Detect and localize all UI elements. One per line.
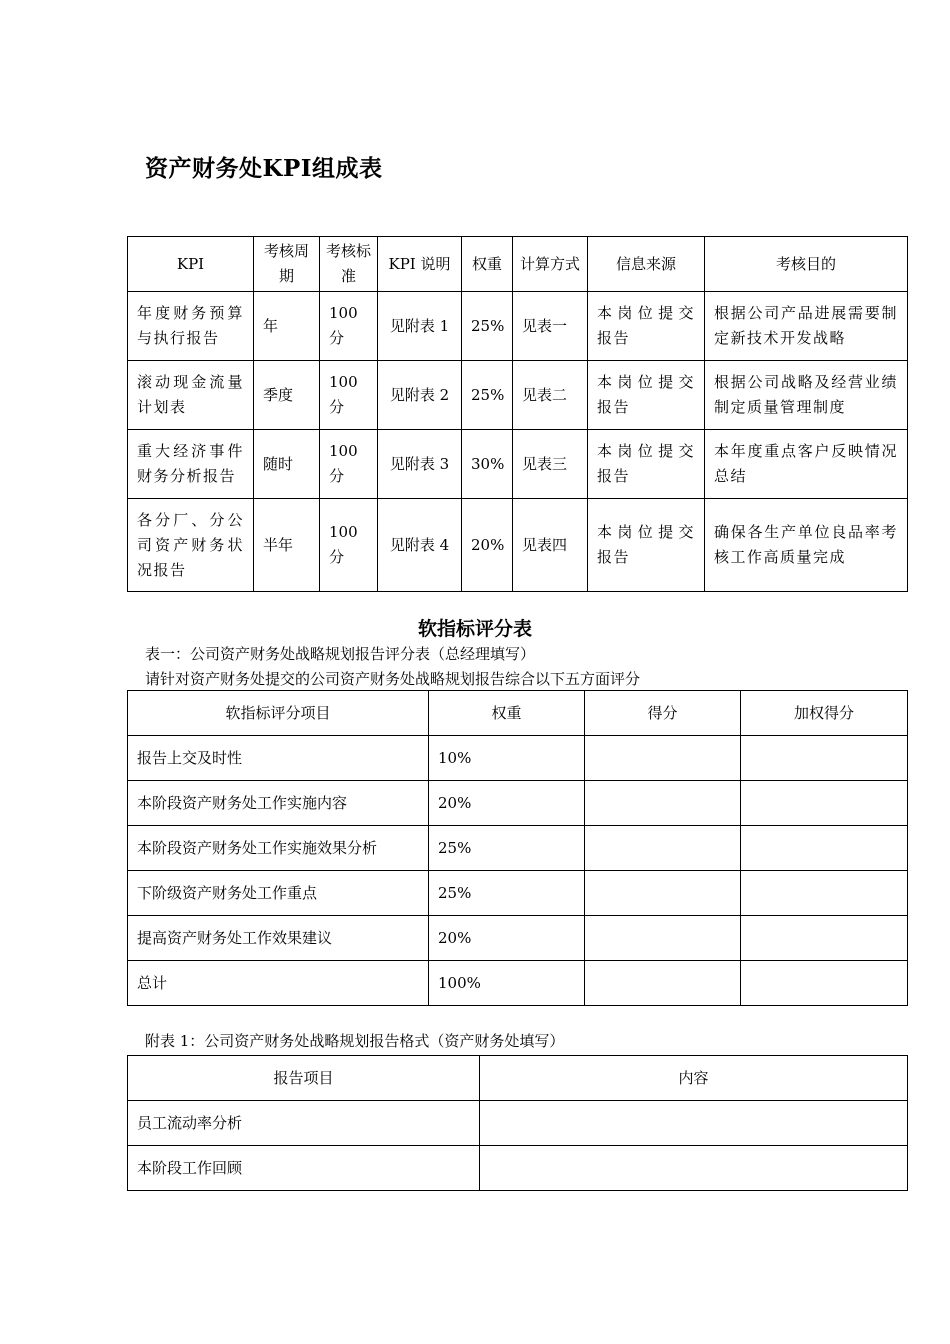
soft-header-cell: 得分: [585, 691, 741, 736]
table-row-total: [128, 961, 908, 1006]
kpi-header-cell: 考核标准: [320, 237, 378, 292]
soft-weight-cell: 25%: [429, 826, 585, 871]
kpi-period-cell: 年: [254, 292, 320, 361]
kpi-source-cell: 本岗位提交报告: [588, 292, 705, 361]
soft-weight-cell: 25%: [429, 871, 585, 916]
soft-score-cell[interactable]: [585, 916, 741, 961]
table-row: [128, 292, 908, 361]
soft-score-cell[interactable]: [585, 871, 741, 916]
attach-header-cell: 报告项目: [128, 1056, 480, 1101]
soft-header-cell: 软指标评分项目: [128, 691, 429, 736]
soft-weighted-cell[interactable]: [741, 826, 908, 871]
kpi-desc-cell: 见附表 2: [378, 361, 462, 430]
kpi-purpose-cell: 根据公司产品进展需要制定新技术开发战略: [705, 292, 908, 361]
soft-weighted-cell[interactable]: [741, 916, 908, 961]
kpi-desc-cell: 见附表 3: [378, 430, 462, 499]
attach-content-cell[interactable]: [480, 1146, 908, 1191]
kpi-standard-cell: 100分: [320, 361, 378, 430]
kpi-header-cell: 权重: [462, 237, 513, 292]
soft-weighted-cell[interactable]: [741, 781, 908, 826]
kpi-source-cell: 本岗位提交报告: [588, 499, 705, 592]
soft-item-cell: 本阶段资产财务处工作实施效果分析: [128, 826, 429, 871]
table-row: [128, 1146, 908, 1191]
soft-weighted-cell[interactable]: [741, 736, 908, 781]
kpi-header-cell: 考核周期: [254, 237, 320, 292]
kpi-header-cell: KPI 说明: [378, 237, 462, 292]
kpi-standard-cell: 100分: [320, 292, 378, 361]
table-row: [128, 781, 908, 826]
soft-score-cell[interactable]: [585, 961, 741, 1006]
kpi-standard-cell: 100分: [320, 430, 378, 499]
table-row: [128, 430, 908, 499]
soft-weight-cell: 20%: [429, 781, 585, 826]
soft-item-cell: 下阶级资产财务处工作重点: [128, 871, 429, 916]
soft-weighted-cell[interactable]: [741, 961, 908, 1006]
kpi-desc-cell: 见附表 4: [378, 499, 462, 592]
kpi-weight-cell: 20%: [462, 499, 513, 592]
soft-weight-cell: 10%: [429, 736, 585, 781]
soft-score-cell[interactable]: [585, 781, 741, 826]
kpi-weight-cell: 25%: [462, 292, 513, 361]
kpi-calc-cell: 见表一: [513, 292, 588, 361]
kpi-header-cell: 考核目的: [705, 237, 908, 292]
soft-header-cell: 权重: [429, 691, 585, 736]
soft-header-row: [128, 691, 908, 736]
kpi-name-cell: 各分厂、分公司资产财务状况报告: [128, 499, 254, 592]
kpi-purpose-cell: 本年度重点客户反映情况总结: [705, 430, 908, 499]
table-row: [128, 871, 908, 916]
kpi-name-cell: 滚动现金流量计划表: [128, 361, 254, 430]
table-row: [128, 1101, 908, 1146]
soft-table-title: 软指标评分表: [417, 618, 532, 640]
kpi-name-cell: 重大经济事件财务分析报告: [128, 430, 254, 499]
kpi-source-cell: 本岗位提交报告: [588, 430, 705, 499]
kpi-calc-cell: 见表三: [513, 430, 588, 499]
soft-item-cell: 本阶段资产财务处工作实施内容: [128, 781, 429, 826]
soft-score-cell[interactable]: [585, 736, 741, 781]
soft-item-cell: 总计: [128, 961, 429, 1006]
soft-item-cell: 报告上交及时性: [128, 736, 429, 781]
attach-format-table: [127, 1055, 908, 1191]
attach-content-cell[interactable]: [480, 1101, 908, 1146]
kpi-table: [127, 236, 908, 592]
kpi-header-cell: KPI: [128, 237, 254, 292]
kpi-weight-cell: 30%: [462, 430, 513, 499]
kpi-name-cell: 年度财务预算与执行报告: [128, 292, 254, 361]
table-row: [128, 499, 908, 592]
soft-table-instruction: 请针对资产财务处提交的公司资产财务处战略规划报告综合以下五方面评分: [145, 670, 641, 688]
kpi-source-cell: 本岗位提交报告: [588, 361, 705, 430]
soft-weighted-cell[interactable]: [741, 871, 908, 916]
table-row: [128, 736, 908, 781]
attach-item-cell: 员工流动率分析: [128, 1101, 480, 1146]
kpi-calc-cell: 见表二: [513, 361, 588, 430]
kpi-weight-cell: 25%: [462, 361, 513, 430]
kpi-period-cell: 随时: [254, 430, 320, 499]
kpi-period-cell: 季度: [254, 361, 320, 430]
attach-header-cell: 内容: [480, 1056, 908, 1101]
table-row: [128, 361, 908, 430]
soft-item-cell: 提高资产财务处工作效果建议: [128, 916, 429, 961]
kpi-purpose-cell: 确保各生产单位良品率考核工作高质量完成: [705, 499, 908, 592]
kpi-period-cell: 半年: [254, 499, 320, 592]
table-row: [128, 826, 908, 871]
kpi-header-cell: 计算方式: [513, 237, 588, 292]
kpi-header-cell: 信息来源: [588, 237, 705, 292]
kpi-header-row: [128, 237, 908, 292]
soft-table-caption: 表一：公司资产财务处战略规划报告评分表（总经理填写）: [145, 645, 536, 663]
attach-item-cell: 本阶段工作回顾: [128, 1146, 480, 1191]
kpi-desc-cell: 见附表 1: [378, 292, 462, 361]
table-row: [128, 916, 908, 961]
page-title: 资产财务处KPI组成表: [145, 155, 383, 182]
soft-header-cell: 加权得分: [741, 691, 908, 736]
attach-table-caption: 附表 1：公司资产财务处战略规划报告格式（资产财务处填写）: [145, 1032, 565, 1050]
kpi-calc-cell: 见表四: [513, 499, 588, 592]
kpi-standard-cell: 100分: [320, 499, 378, 592]
kpi-purpose-cell: 根据公司战略及经营业绩制定质量管理制度: [705, 361, 908, 430]
soft-score-cell[interactable]: [585, 826, 741, 871]
soft-score-table: [127, 690, 908, 1006]
soft-weight-cell: 20%: [429, 916, 585, 961]
attach-header-row: [128, 1056, 908, 1101]
soft-weight-cell: 100%: [429, 961, 585, 1006]
